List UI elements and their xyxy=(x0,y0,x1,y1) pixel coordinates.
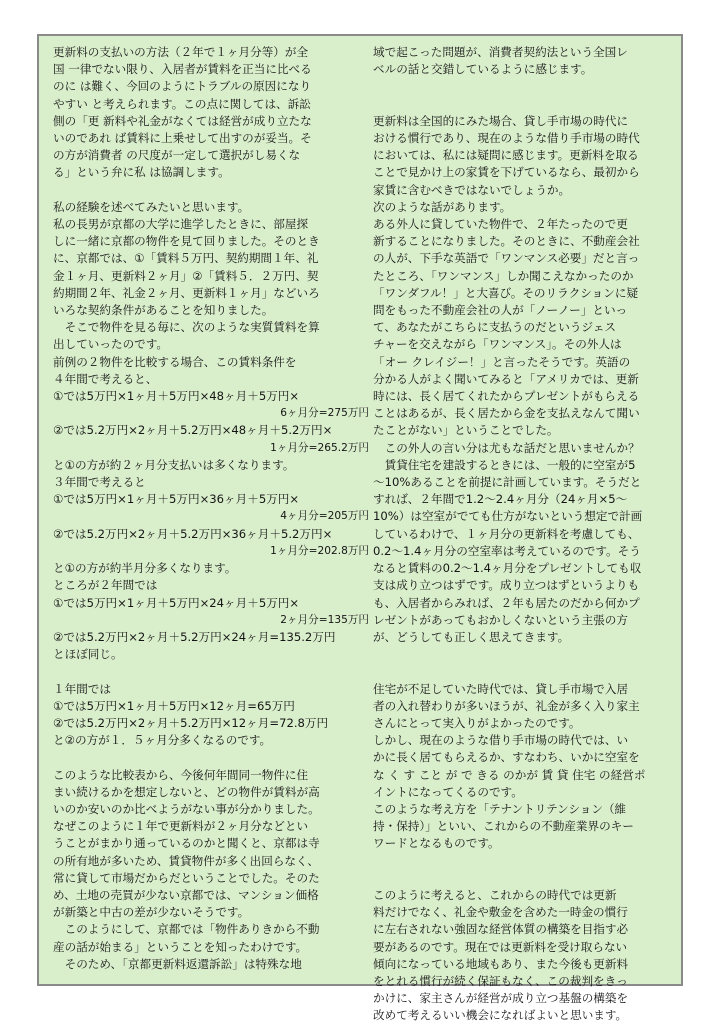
text-line: ことはあるが、長く居たから金を支払えなんて聞い xyxy=(373,406,640,421)
text-line: め、土地の売買が少ない京都では、マンション価格 xyxy=(53,887,319,902)
text-line: 1ヶ月分=265.2万円 xyxy=(270,441,369,454)
text-line: 者の入れ替わりが多いほうが、礼金が多く入り家主 xyxy=(373,698,640,713)
text-line: の所有地が多いため、賃貸物件が多く出回らなく、 xyxy=(53,853,319,868)
text-line: 前例の２物件を比較する場合、この賃料条件を xyxy=(53,354,297,369)
text-line: ことで見かけ上の家賃を下げているなら、最初から xyxy=(373,165,640,180)
text-line: に、京都では、①「賃料５万円、契約期間１年、礼 xyxy=(53,251,319,266)
text-line: 傾向になっている地域もあり、また今後も更新料 xyxy=(373,956,629,971)
text-line xyxy=(53,749,369,766)
text-line: そこで物件を見る毎に、次のような実質賃料を算 xyxy=(53,320,320,335)
text-line: 問をもった不動産会社の人が「ノーノー」といっ xyxy=(373,303,628,318)
text-line: ～10%あることを前提に計画しています。そうだと xyxy=(373,475,642,490)
text-line: 家賃に含むべきではないでしょうか。 xyxy=(373,182,571,197)
text-line: イントになってくるのです。 xyxy=(373,784,523,799)
text-line: ②では5.2万円×2ヶ月＋5.2万円×12ヶ月=72.8万円 xyxy=(53,715,329,730)
text-line: の方が消費者 の尺度が一定して選択がし易くな xyxy=(53,148,301,163)
text-line: このような考え方を「テナントリテンション（維 xyxy=(373,801,627,816)
text-line: たことがない」ということでした。 xyxy=(373,423,559,438)
text-line: うことがまかり通っているのかと聞くと、京都は寺 xyxy=(53,836,320,851)
text-line xyxy=(373,663,671,680)
text-line: ①では5万円×1ヶ月＋5万円×36ヶ月＋5万円× xyxy=(53,492,300,507)
text-line: ①では5万円×1ヶ月＋5万円×24ヶ月＋5万円× xyxy=(53,595,300,610)
text-line: 私の長男が京都の大学に進学したときに、部屋探 xyxy=(53,217,309,232)
text-line: とほぼ同じ。 xyxy=(53,647,123,662)
text-line: このようにして、京都では「物件ありきから不動 xyxy=(53,922,320,937)
text-line xyxy=(373,853,671,870)
text-line: かに長く居てもらえるか、すなわち、いかに空室を xyxy=(373,750,640,765)
text-line: て、あなたがこちらに支払うのだというジェス xyxy=(373,320,617,335)
text-line: ①では5万円×1ヶ月＋5万円×48ヶ月＋5万円× xyxy=(53,389,300,404)
text-line: いのであれ ば賃料に上乗せして出すのが妥当。そ xyxy=(53,131,312,146)
text-line: すれば、２年間で1.2～2.4ヶ月分（24ヶ月×5～ xyxy=(373,492,628,507)
text-line: 要があるのです。現在では更新料を受け取らない xyxy=(373,939,628,954)
text-line: この外人の言い分は尤もな話だと思いませんか？ xyxy=(373,440,640,455)
text-line: １年間では xyxy=(53,681,111,696)
text-line: 支は成り立つはずです。成り立つはずというよりも xyxy=(373,578,640,593)
text-line: ベルの話と交錯しているように感じます。 xyxy=(373,62,593,77)
text-line: 産の話が始まる」ということを知ったわけです。 xyxy=(53,939,308,954)
text-line: 出していったのです。 xyxy=(53,337,169,352)
text-line: 持・保持）」といい、これからの不動産業界のキー xyxy=(373,819,634,834)
text-line: 次のような話があります。 xyxy=(373,199,512,214)
text-line: 6ヶ月分=275万円 xyxy=(280,407,369,420)
text-line: 2ヶ月分=135万円 xyxy=(280,613,369,626)
text-line: しに一緒に京都の物件を見て回りました。そのとき xyxy=(53,234,320,249)
text-line: このような比較表から、今後何年間同一物件に住 xyxy=(53,767,309,782)
text-line: このように考えると、これからの時代では更新 xyxy=(373,887,617,902)
text-line: おける慣行であり、現在のような借り手市場の時代 xyxy=(373,131,640,146)
text-line: まい続けるかを想定しないと、どの物件が賃料が高 xyxy=(53,784,320,799)
text-line: に左右されない強固な経営体質の構築を目指す必 xyxy=(373,922,629,937)
text-line: たところ、「ワンマンス」しか聞こえなかったのか xyxy=(373,268,634,283)
text-line: 約期間２年、礼金２ヶ月、更新料１ヶ月」などいろ xyxy=(53,285,320,300)
text-line: 「オー クレイジー！」と言ったそうです。英語の xyxy=(373,354,631,369)
text-line: 「ワンダフル！」と大喜び。そのリラクションに疑 xyxy=(373,285,639,300)
text-line: の人が、下手な英語で「ワンマンス必要」だと言っ xyxy=(373,251,640,266)
text-line: 域で起こった問題が、消費者契約法という全国レ xyxy=(373,45,628,59)
right-column xyxy=(373,44,671,1025)
text-line: そのため、「京都更新料返還訴訟」は特殊な地 xyxy=(53,956,302,971)
text-line: 国 一律でない限り、入居者が賃料を正当に比べる xyxy=(53,62,312,77)
text-line: と①の方が約半月分多くなります。 xyxy=(53,561,237,576)
text-line: ②では5.2万円×2ヶ月＋5.2万円×48ヶ月＋5.2万円× xyxy=(53,423,333,438)
text-line: をとれる慣行が続く保証もなく、この裁判をきっ xyxy=(373,973,628,988)
text-line: レゼントがあってもおかしくないという主張の方 xyxy=(373,612,628,627)
text-line: が、どうしても正しく思えてきます。 xyxy=(373,629,570,644)
text-line: においては、私には疑問に感じます。更新料を取る xyxy=(373,148,639,163)
text-line: 新することになりました。そのときに、不動産会社 xyxy=(373,234,640,249)
text-line: 私の経験を述べてみたいと思います。 xyxy=(53,199,250,214)
text-line: さんにとって実入りがよかったのです。 xyxy=(373,715,581,730)
text-line: ある外人に貸していた物件で、２年たったので更 xyxy=(373,217,628,232)
text-line: ②では5.2万円×2ヶ月＋5.2万円×24ヶ月=135.2万円 xyxy=(53,629,336,644)
text-line: なぜこのように１年で更新料が２ヶ月分などとい xyxy=(53,819,309,834)
text-line: 4ヶ月分=205万円 xyxy=(280,510,369,523)
text-line: いろな契約条件があることを知りました。 xyxy=(53,303,274,318)
text-line: ４年間で考えると、 xyxy=(53,371,158,386)
text-line: と①の方が約２ヶ月分支払いは多くなります。 xyxy=(53,457,295,472)
text-line: ところが２年間では xyxy=(53,578,158,593)
text-line: ワードとなるものです。 xyxy=(373,836,500,851)
text-line xyxy=(373,870,671,887)
text-line: 常に貸して市場だからだということでした。そのた xyxy=(53,870,320,885)
text-line: が新築と中古の差が少ないそうです。 xyxy=(53,905,250,920)
left-column xyxy=(53,44,369,973)
text-line: ②では5.2万円×2ヶ月＋5.2万円×36ヶ月＋5.2万円× xyxy=(53,526,333,541)
text-line: やすい と考えられます。この点に関しては、訴訟 xyxy=(53,96,311,111)
text-line: 改めて考えるいい機会になればよいと思います。 xyxy=(373,1008,628,1023)
text-line: る」という弁に私 は協調します。 xyxy=(53,165,230,180)
text-line: 賃貸住宅を建設するときには、一般的に空室が5 xyxy=(373,457,636,472)
text-line: 側の「更 新料や礼金がなくては経営が成り立たな xyxy=(53,113,312,128)
text-line: 0.2～1.4ヶ月分の空室率は考えているのです。そう xyxy=(373,543,641,558)
text-line: チャーを交えながら「ワンマンス」。その外人は xyxy=(373,337,622,352)
text-line: な く す こと が で きる のかが 賃 貸 住宅 の経営ポ xyxy=(373,767,646,782)
text-line: しかし、現在のような借り手市場の時代では、い xyxy=(373,733,629,748)
text-line: 時には、長く居てくれたからプレゼントがもらえる xyxy=(373,389,640,404)
text-line: 料だけでなく、礼金や敷金を含めた一時金の慣行 xyxy=(373,905,628,920)
text-line: と②の方が１．５ヶ月分多くなるのです。 xyxy=(53,733,272,748)
text-line xyxy=(373,96,671,113)
text-line: 更新料は全国的にみた場合、貸し手市場の時代に xyxy=(373,113,629,128)
article-page xyxy=(37,34,683,1023)
text-line: 分かる人がよく聞いてみると「アメリカでは、更新 xyxy=(373,371,639,386)
text-line xyxy=(373,78,671,95)
text-line xyxy=(373,646,671,663)
text-line: 更新料の支払いの方法（２年で１ヶ月分等）が全 xyxy=(53,45,309,59)
text-line: も、入居者からみれば、２年も居たのだから何かプ xyxy=(373,595,640,610)
text-line: のに は難く、今回のようにトラブルの原因になり xyxy=(53,79,312,94)
text-line: いのか安いのか比べようがない事が分かりました。 xyxy=(53,801,320,816)
text-line: しているわけで、１ヶ月分の更新料を考慮しても、 xyxy=(373,526,640,541)
text-line: 1ヶ月分=202.8万円 xyxy=(270,544,369,557)
text-line: 10%）は空室がでても仕方がないという想定で計画 xyxy=(373,509,643,524)
text-line: ３年間で考えると xyxy=(53,475,146,490)
text-line xyxy=(53,663,369,680)
text-line: なると賃料の0.2～1.4ヶ月分をプレゼントしても収 xyxy=(373,561,642,576)
text-line: ①では5万円×1ヶ月＋5万円×12ヶ月=65万円 xyxy=(53,698,295,713)
text-line xyxy=(53,182,369,199)
text-line: かけに、家主さんが経営が成り立つ基盤の構築を xyxy=(373,991,629,1006)
text-line: 金１ヶ月、更新料２ヶ月」②「賃料５．２万円、契 xyxy=(53,268,319,283)
text-line: 住宅が不足していた時代では、貸し手市場で入居 xyxy=(373,681,629,696)
